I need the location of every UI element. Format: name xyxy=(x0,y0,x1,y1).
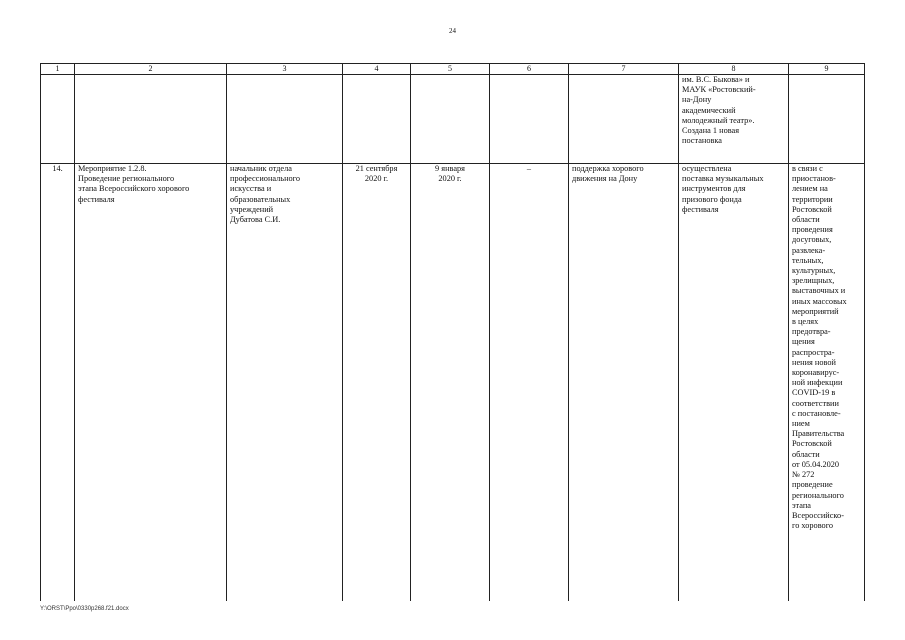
file-path-footer: Y:\ORST\Ppo\0330p268.f21.docx xyxy=(40,606,129,612)
table-cell xyxy=(569,75,679,164)
column-number-row xyxy=(41,64,865,75)
text-line: Дубатова С.И. xyxy=(230,215,281,225)
text-line: коронавирус- xyxy=(792,368,840,378)
text-line: искусства и xyxy=(230,184,272,194)
column-number: 9 xyxy=(789,64,865,75)
text-line: этапа Всероссийского хорового xyxy=(78,184,190,194)
table-cell xyxy=(41,75,75,164)
column-number: 3 xyxy=(227,64,343,75)
text-line: го хорового xyxy=(792,521,834,531)
text-line: приостанов- xyxy=(792,174,836,184)
table-cell xyxy=(75,75,227,164)
text-line: области xyxy=(792,449,820,459)
event-cell xyxy=(75,164,227,602)
text-line: поставка музыкальных xyxy=(682,174,764,184)
responsible-cell xyxy=(227,164,343,602)
table-cell xyxy=(490,75,569,164)
text-line: профессионального xyxy=(230,174,301,184)
actual-result-cell xyxy=(679,164,789,602)
table-cell xyxy=(411,75,490,164)
text-line: осуществлена xyxy=(682,164,732,173)
text-line: академический xyxy=(682,105,736,115)
text-line: проведение xyxy=(792,480,833,490)
column-number: 6 xyxy=(490,64,569,75)
report-table xyxy=(40,63,865,601)
text-line: Всероссийско- xyxy=(792,510,844,520)
text-line: этапа xyxy=(792,500,811,510)
text-line: в целях xyxy=(792,317,819,327)
column-number: 7 xyxy=(569,64,679,75)
text-line: инструментов для xyxy=(682,184,746,194)
text-line: учреждений xyxy=(230,204,274,214)
text-line: выставочных и xyxy=(792,286,846,296)
text-line: тельных, xyxy=(792,255,824,265)
page-number: 24 xyxy=(449,27,456,35)
text-line: ной инфекции xyxy=(792,378,843,388)
text-line: постановка xyxy=(682,136,722,146)
reason-cell xyxy=(789,164,865,602)
text-line: Проведение регионального xyxy=(78,174,175,184)
text-line: развлека- xyxy=(792,245,826,255)
text-line: Правительства xyxy=(792,429,845,439)
expected-result-cell xyxy=(569,164,679,602)
text-line: поддержка хорового xyxy=(572,164,644,173)
text-line: движения на Дону xyxy=(572,174,638,184)
text-line: 2020 г. xyxy=(438,174,462,184)
text-line: фестиваля xyxy=(682,204,719,214)
text-line: МАУК «Ростовский- xyxy=(682,85,756,95)
text-line: от 05.04.2020 xyxy=(792,459,840,469)
text-line: нения новой xyxy=(792,357,836,367)
text-line: распростра- xyxy=(792,347,835,357)
text-line: иных массовых xyxy=(792,296,847,306)
text-line: начальник отдела xyxy=(230,164,292,173)
text-line: Мероприятие 1.2.8. xyxy=(78,164,147,173)
text-line: досуговых, xyxy=(792,235,832,245)
table-cell xyxy=(227,75,343,164)
table-cell xyxy=(789,75,865,164)
text-line: зрелищных, xyxy=(792,276,835,286)
text-line: COVID-19 в xyxy=(792,388,836,398)
text-line: призового фонда xyxy=(682,194,742,204)
text-line: мероприятий xyxy=(792,306,839,316)
continuation-row xyxy=(41,75,865,164)
row-number: 14. xyxy=(41,164,75,602)
text-line: Создана 1 новая xyxy=(682,126,740,136)
column-number: 2 xyxy=(75,64,227,75)
column-number: 5 xyxy=(411,64,490,75)
text-line: проведения xyxy=(792,225,833,235)
text-line: 21 сентября xyxy=(355,164,398,173)
text-line: щения xyxy=(792,337,815,347)
text-line: им. В.С. Быкова» и xyxy=(682,75,750,84)
actual-result-cell xyxy=(679,75,789,164)
table-row xyxy=(41,164,865,602)
text-line: в связи с xyxy=(792,164,823,173)
text-line: нием xyxy=(792,419,810,429)
text-line: фестиваля xyxy=(78,194,115,204)
column-number: 4 xyxy=(343,64,411,75)
text-line: Ростовской xyxy=(792,204,832,214)
dash-cell: – xyxy=(490,164,569,602)
text-line: регионального xyxy=(792,490,844,500)
text-line: на-Дону xyxy=(682,95,712,105)
text-line: 2020 г. xyxy=(364,174,389,184)
text-line: лением на xyxy=(792,184,828,194)
text-line: предотвра- xyxy=(792,327,831,337)
text-line: образовательных xyxy=(230,194,291,204)
planned-date-cell xyxy=(343,164,411,602)
text-line: территории xyxy=(792,194,833,204)
actual-date-cell xyxy=(411,164,490,602)
text-line: культурных, xyxy=(792,266,836,276)
column-number: 1 xyxy=(41,64,75,75)
text-line: 9 января xyxy=(435,164,465,173)
column-number: 8 xyxy=(679,64,789,75)
text-line: соответствии xyxy=(792,398,839,408)
text-line: Ростовской xyxy=(792,439,832,449)
text-line: области xyxy=(792,215,820,225)
table-cell xyxy=(343,75,411,164)
text-line: № 272 xyxy=(792,470,815,480)
text-line: с постановле- xyxy=(792,408,841,418)
text-line: молодежный театр». xyxy=(682,115,755,125)
